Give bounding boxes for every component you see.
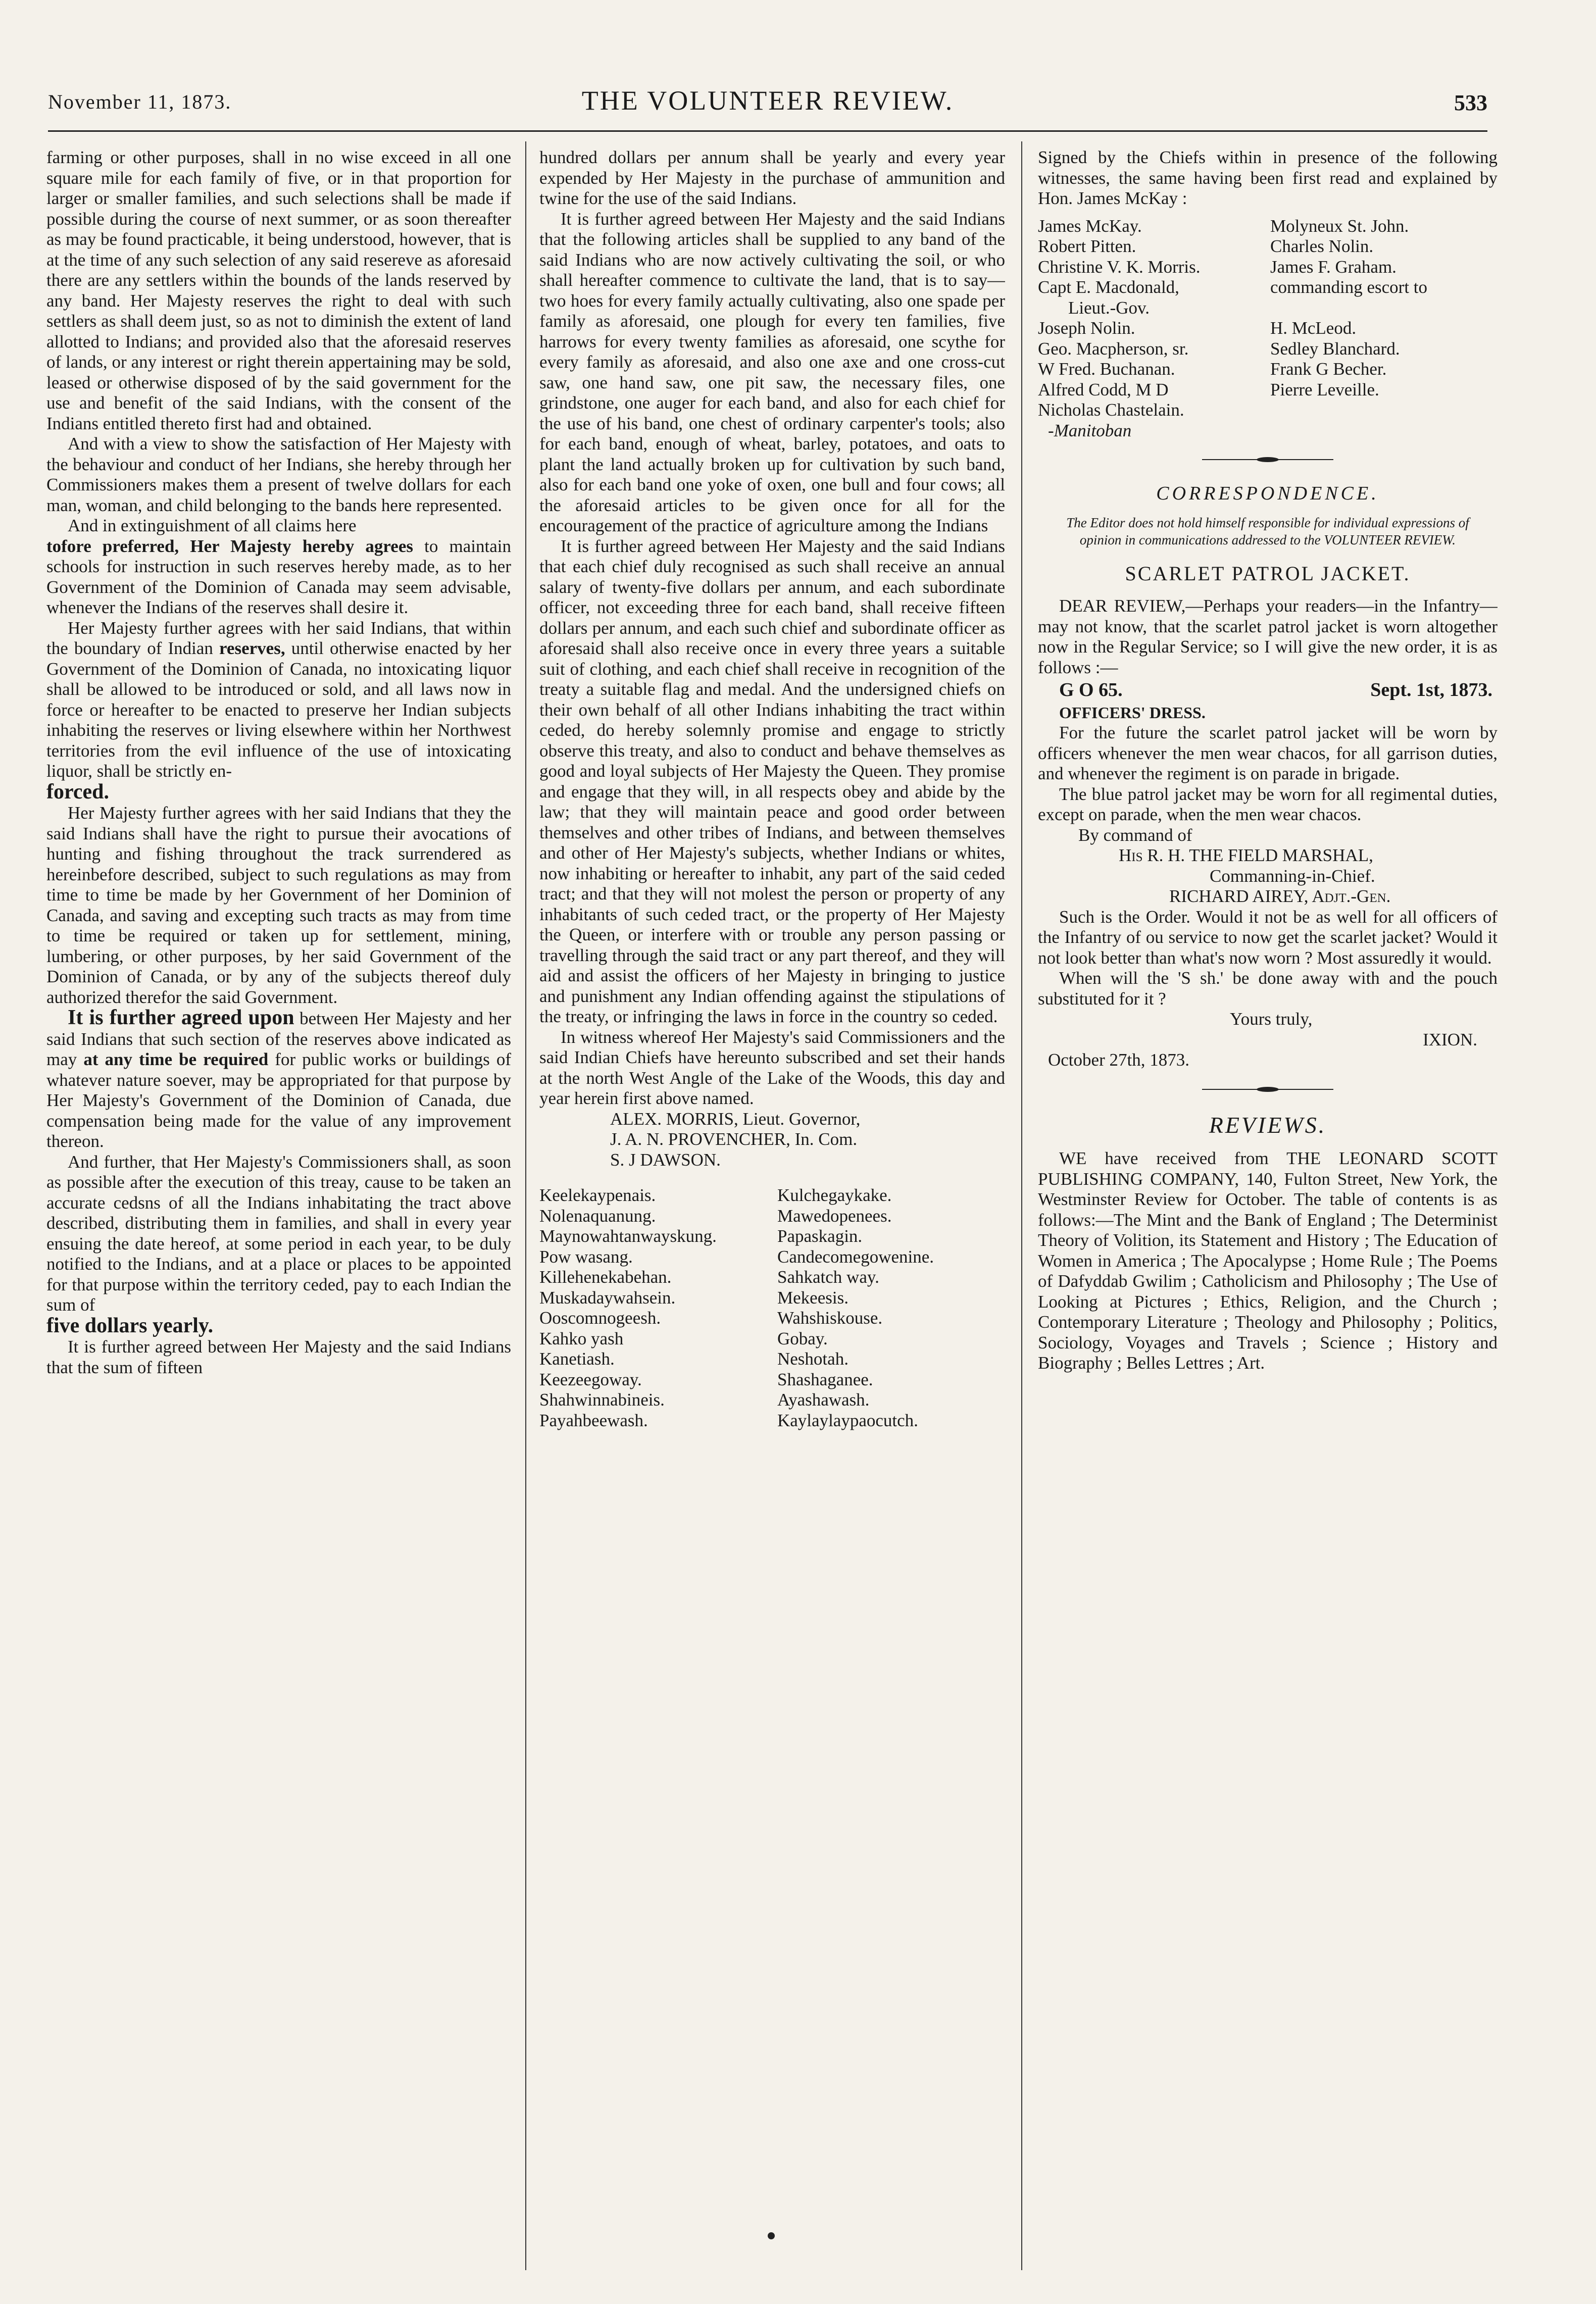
- witness-name: H. McLeod.: [1270, 318, 1357, 338]
- chief-name: Candecomegowenine.: [777, 1246, 934, 1267]
- chief-name: Mawedopenees.: [777, 1206, 892, 1226]
- paragraph: Such is the Order. Would it not be as well for all officers of the Infantry of ou service to now get the scarlet jacket? Would it not look better than what's now worn ? Most assuredly it would.: [1038, 907, 1498, 968]
- witness-name: Charles Nolin.: [1270, 236, 1374, 256]
- dateline: -Manitoban: [1048, 420, 1132, 440]
- witness-name: Molyneux St. John.: [1270, 216, 1409, 236]
- letter-title: SCARLET PATROL JACKET.: [1125, 562, 1411, 585]
- chief-name: Payahbeewash.: [539, 1410, 648, 1430]
- order-authority-name: His R. H. THE FIELD MARSHAL,: [1119, 845, 1373, 865]
- header-rule: [48, 130, 1487, 132]
- issue-date: November 11, 1873.: [48, 90, 232, 113]
- chief-name: Maynowahtanwayskung.: [539, 1226, 717, 1246]
- column-3: [1038, 147, 1498, 2279]
- witness-name: Lieut.-Gov.: [1068, 297, 1150, 318]
- order-authority: By command of: [1078, 825, 1192, 845]
- paragraph: WE have received from THE LEONARD SCOTT PUBLISHING COMPANY, 140, Fulton Street, New York, the Westminster Review for October. The table of contents is as follows:—The Mint and the Bank of England ; The Determinist Theory of Volition, its Statement and History ; The Education of Women in America ; The Apocalypse ; Home Rule ; The Poems of Dafyddab Gwilim ; Catholicism and Philosophy ; The Use of Looking at Pictures ; Ethics, Religion, and the Church ; Contemporary Literature ; Theology and Philosophy ; Politics, Sociology, Voyages and Travels ; Science ; History and Biography ; Belles Lettres ; Art.: [1038, 1148, 1498, 1373]
- chief-name: Ayashawash.: [777, 1390, 870, 1410]
- witness-name: W Fred. Buchanan.: [1038, 359, 1175, 379]
- section-title-reviews: REVIEWS.: [1209, 1112, 1327, 1138]
- chief-name: Muskadaywahsein.: [539, 1287, 676, 1308]
- chief-name: Shashaganee.: [777, 1369, 873, 1389]
- paragraph: When will the 'S sh.' be done away with and the pouch substituted for it ?: [1038, 968, 1498, 1009]
- bold-run: five dollars yearly.: [46, 1314, 214, 1337]
- signature-line: J. A. N. PROVENCHER, In. Com.: [610, 1129, 858, 1149]
- column-1: [46, 147, 511, 2279]
- editor-disclaimer: The Editor does not hold himself responsible for individual expressions of opinion in communications addressed to the VOLUNTEER REVIEW.: [1066, 515, 1469, 547]
- witness-name: Nicholas Chastelain.: [1038, 400, 1184, 420]
- witness-name: [1270, 400, 1498, 421]
- column-2: [539, 147, 1005, 2279]
- order-heading: OFFICERS' DRESS.: [1059, 703, 1206, 722]
- witness-name: James McKay.: [1038, 216, 1142, 236]
- chief-name: Ooscomnogeesh.: [539, 1308, 661, 1328]
- chief-name: Neshotah.: [777, 1349, 849, 1369]
- witness-name: Sedley Blanchard.: [1270, 338, 1400, 359]
- witness-name: Alfred Codd, M D: [1038, 379, 1169, 399]
- chief-name: Kulchegaykake.: [777, 1185, 892, 1205]
- paragraph: Her Majesty further agrees with her said Indians that they the said Indians shall have the right to pursue their avocations of hunting and fishing throughout the track surrendered as hereinbefore described, subject to such regulations as may from time to time be made by her Government of her Dominion of Canada, and saving and excepting such tracts as may from time to time be required or taken up for settlement, mining, lumbering, or other purposes, by her said Government of the Dominion of Canada, or by any of the subjects thereof duly authorized therefor the said Government.: [46, 803, 511, 1007]
- paragraph: It is further agreed between Her Majesty and the said Indians that the following articles shall be supplied to any band of the said Indians who are now actively cultivating the soil, or who shall hereafter commence to cultivate the land, that is to say—two hoes for every family actually cultivating, also one spade per family as aforesaid, one plough for every ten families, five harrows for every twenty families as aforesaid, one scythe for every family as aforesaid, and also one axe and one cross-cut saw, one hand saw, one pit saw, the necessary files, one grindstone, one auger for each band, and also for each chief for the use of his band, one chest of ordinary carpenter's tools; also for each band, enough of wheat, barley, potatoes, and oats to plant the land actually broken up for cultivation by such band, also for each band one yoke of oxen, one bull and four cows; all the aforesaid articles to be given once for all for the encouragement of the practice of agriculture among the Indians: [539, 209, 1005, 535]
- chief-name: Nolenaquanung.: [539, 1206, 656, 1226]
- paragraph: [46, 618, 511, 804]
- text-run: to maintain schools for instruction in such reserves hereby made, as to her Government of the Dominion of Canada may seem advisable, whenever the Indians of the reserves shall desire it.: [46, 536, 511, 617]
- publication-title: THE VOLUNTEER REVIEW.: [581, 85, 954, 116]
- section-title-correspondence: CORRESPONDENCE.: [1156, 483, 1379, 504]
- witness-name: commanding escort to: [1270, 277, 1428, 297]
- general-order-line: [1038, 680, 1498, 700]
- column-divider: [525, 141, 526, 2270]
- paragraph: DEAR REVIEW,—Perhaps your readers—in the Infantry—may not know, that the scarlet patrol jacket is worn altogether now in the Regular Service; so I will give the new order, it is as follows :—: [1038, 596, 1498, 677]
- witness-name: Frank G Becher.: [1270, 359, 1387, 379]
- chief-name: Kahko yash: [539, 1328, 624, 1348]
- text-run: And in extinguishment of all claims here: [68, 516, 357, 535]
- paragraph: It is further agreed between Her Majesty and the said Indians that each chief duly recognised as such shall receive an annual salary of twenty-five dollars per annum, and each subordinate officer, not exceeding three for each band, shall receive fifteen dollars per annum, and each such chief and subordinate officer as aforesaid shall also receive once in every three years a suitable suit of clothing, and each chief shall receive in recognition of the treaty a suitable flag and medal. And the undersigned chiefs on their own behalf of all other Indians inhabiting the tract within ceded, do hereby solemnly promise and engage to strictly observe this treaty, and also to conduct and behave themselves as good and loyal subjects of Her Majesty the Queen. They promise and engage that they will, in all respects obey and abide by the law; that they will maintain peace and good order between themselves and other tribes of Indians, and between themselves and other of Her Majesty's subjects, whether Indians or whites, now inhabiting or hereafter to inhabit, any part of the said ceded tract; and that they will not molest the person or property of any inhabitants of such ceded tract, or the property of Her Majesty the Queen, or interfere with or trouble any person passing or travelling through the said tract or any part thereof, and they will aid and assist the officers of her Majesty in bringing to justice and punishment any Indian offending against the stipulations of the treaty, or infringing the laws in force in the country so ceded.: [539, 536, 1005, 1026]
- signature-line: ALEX. MORRIS, Lieut. Governor,: [610, 1109, 861, 1129]
- paragraph: And with a view to show the satisfaction of Her Majesty with the behaviour and conduct of her Indians, she hereby through her Commissioners makes them a present of twelve dollars for each man, woman, and child belonging to the bands here represented.: [46, 434, 511, 515]
- page-number: 533: [1454, 90, 1487, 115]
- chief-name: Killehenekabehan.: [539, 1267, 672, 1287]
- letter-date: October 27th, 1873.: [1048, 1050, 1189, 1070]
- chief-name: Kaylaylaypaocutch.: [777, 1410, 918, 1430]
- chief-name: Keezeegoway.: [539, 1369, 642, 1389]
- general-order-date: Sept. 1st, 1873.: [1370, 679, 1492, 700]
- chief-name: Wahshiskouse.: [777, 1308, 883, 1328]
- paragraph: [46, 1152, 511, 1337]
- section-divider-ornament: [1202, 1086, 1333, 1093]
- bold-run: at any time be required: [83, 1049, 269, 1069]
- order-authority-title: Commanning-in-Chief.: [1210, 866, 1375, 886]
- chief-name: Shahwinnabineis.: [539, 1390, 665, 1410]
- bold-run: forced.: [46, 780, 110, 804]
- paragraph: hundred dollars per annum shall be yearly and every year expended by Her Majesty in the purchase of ammunition and twine for the use of the said Indians.: [539, 147, 1005, 208]
- paragraph: Signed by the Chiefs within in presence of the following witnesses, the same having been first read and explained by Hon. James McKay :: [1038, 147, 1498, 208]
- witness-name: James F. Graham.: [1270, 257, 1396, 277]
- letter-signer: IXION.: [1423, 1029, 1477, 1049]
- order-adjutant: RICHARD AIREY, Adjt.-Gen.: [1169, 886, 1391, 906]
- paragraph: farming or other purposes, shall in no wise exceed in all one square mile for each family of five, or in that proportion for larger or smaller families, and such selections shall be made if possible during the course of next summer, or as soon thereafter as may be found practicable, it being understood, however, that is at the time of any such selection of any said resereve as aforesaid there are any settlers within the bounds of the lands reserved by any band. Her Majesty reserves the right to deal with such settlers as shall deem just, so as not to diminish the extent of land allotted to Indians; and provided also that the aforesaid reserves of lands, or any interest or right therein appertaining may be sold, leased or otherwise disposed of by the said government for the use and benefit of the said Indians, with the consent of the Indians entitled thereto first had and obtained.: [46, 147, 511, 433]
- general-order-number: G O 65.: [1059, 679, 1123, 700]
- chief-names-list: [539, 1185, 1005, 1431]
- chief-name: Mekeesis.: [777, 1287, 849, 1308]
- chief-name: Keelekaypenais.: [539, 1185, 656, 1205]
- text-run: Her Majesty further agrees with her said Indians, that within the boundary of Indian: [46, 618, 511, 658]
- witness-name: Pierre Leveille.: [1270, 379, 1379, 399]
- witness-name: Joseph Nolin.: [1038, 318, 1135, 338]
- page-header: [48, 85, 1487, 125]
- witness-name: Robert Pitten.: [1038, 236, 1136, 256]
- section-divider-ornament: [1202, 456, 1333, 463]
- bold-run: It is further agreed upon: [68, 1006, 294, 1029]
- chief-name: Gobay.: [777, 1328, 828, 1348]
- bold-run: reserves,: [219, 638, 285, 658]
- bottom-dot-mark: [768, 2232, 775, 2239]
- text-run: for public works or buildings of whatever nature soever, may be appropriated for that purpose by Her Majesty's Government of the Dominion of Canada, due compensation being made for the value of any improvement thereon.: [46, 1049, 511, 1151]
- paragraph: The blue patrol jacket may be worn for all regimental duties, except on parade, when the men wear chacos.: [1038, 784, 1498, 824]
- text-run: And further, that Her Majesty's Commissioners shall, as soon as possible after the execution of this treay, cause to be taken an accurate cedsns of all the Indians inhabitating the tract above described, distributing them in families, and shall in every year ensuing the date hereof, at some period in each year, to be duly notified to the Indians, and at a place or places to be appointed for that purpose within the territory ceded, pay to each Indian the sum of: [46, 1151, 511, 1315]
- column-divider: [1021, 141, 1022, 2270]
- chief-name: Papaskagin.: [777, 1226, 863, 1246]
- witness-name: Geo. Macpherson, sr.: [1038, 338, 1189, 359]
- text-run: until otherwise enacted by her Government of the Dominion of Canada, no intoxicating liquor shall be allowed to be introduced or sold, and all laws now in force or hereafter to be enacted to preserve her Indian subjects inhabiting the reserves or living elsewhere within her Northwest territories from the evil influence of the use of intoxicating liquor, shall be strictly en-: [46, 638, 511, 781]
- witness-list: [1038, 216, 1498, 421]
- bold-run: tofore preferred, Her Majesty hereby agrees: [46, 536, 413, 556]
- chief-name: Kanetiash.: [539, 1349, 615, 1369]
- paragraph: For the future the scarlet patrol jacket will be worn by officers whenever the men wear chacos, for all garrison duties, and whenever the regiment is on parade in brigade.: [1038, 723, 1498, 783]
- chief-name: Sahkatch way.: [777, 1267, 879, 1287]
- witness-name: Capt E. Macdonald,: [1038, 277, 1179, 297]
- letter-closing: Yours truly,: [1230, 1009, 1313, 1029]
- signature-line: S. J DAWSON.: [610, 1149, 721, 1170]
- chief-name: Pow wasang.: [539, 1246, 633, 1267]
- text-run: between Her Majesty and her said Indians that such section of the reserves above indicated as may: [46, 1009, 511, 1069]
- paragraph: [46, 516, 511, 618]
- witness-name: [1270, 298, 1498, 319]
- paragraph: [46, 1008, 511, 1152]
- paragraph: In witness whereof Her Majesty's said Commissioners and the said Indian Chiefs have hereunto subscribed and set their hands at the north West Angle of the Lake of the Woods, this day and year herein first above named.: [539, 1027, 1005, 1108]
- paragraph: It is further agreed between Her Majesty and the said Indians that the sum of fifteen: [46, 1337, 511, 1377]
- witness-name: Christine V. K. Morris.: [1038, 257, 1201, 277]
